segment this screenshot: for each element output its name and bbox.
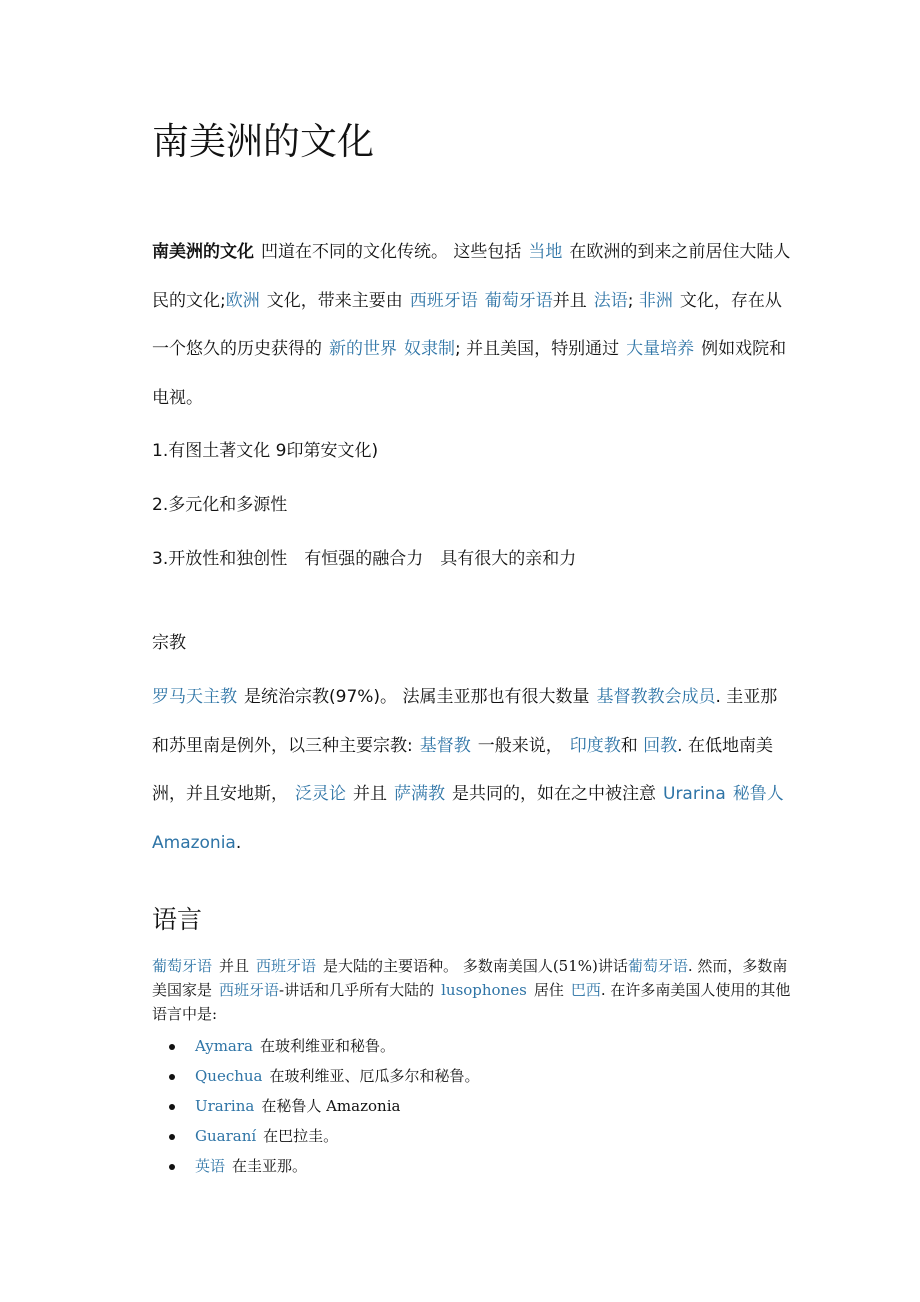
link-urarina[interactable]: Urarina bbox=[195, 1097, 255, 1115]
bullet-icon bbox=[169, 1134, 175, 1140]
bullet-icon bbox=[169, 1104, 175, 1110]
religion-text: 和 bbox=[620, 735, 638, 756]
intro-text: ; bbox=[627, 290, 634, 311]
list-item bbox=[152, 1152, 480, 1182]
list-item bbox=[152, 1062, 480, 1092]
link-christianity[interactable]: 基督教 bbox=[419, 735, 471, 756]
bullet-icon bbox=[169, 1164, 175, 1170]
link-quechua[interactable]: Quechua bbox=[195, 1067, 263, 1085]
intro-bold-term: 南美洲的文化 bbox=[152, 242, 254, 262]
list-item bbox=[152, 1032, 480, 1062]
language-text: 居住 bbox=[533, 981, 564, 999]
link-catholicism[interactable]: 罗马天主教 bbox=[152, 687, 237, 707]
link-new-world[interactable]: 新的世界 bbox=[329, 339, 397, 359]
link-spanish[interactable]: 西班牙语 bbox=[409, 290, 478, 311]
language-text: . 在许多南美国人使用的其他语言中是: bbox=[152, 981, 791, 1023]
link-christian-church[interactable]: 基督教教会成员 bbox=[596, 687, 716, 707]
intro-text: ; 并且美国，特别通过 bbox=[455, 339, 620, 359]
link-french[interactable]: 法语 bbox=[593, 290, 628, 311]
link-spanish[interactable]: 西班牙语 bbox=[219, 981, 280, 999]
language-list bbox=[152, 1032, 480, 1182]
religion-text: 是统治宗教(97%)。 法属圭亚那也有很大数量 bbox=[244, 687, 590, 707]
language-heading: 语言 bbox=[152, 905, 203, 934]
list-item-desc: 在圭亚那。 bbox=[232, 1157, 308, 1175]
link-animism[interactable]: 泛灵论 bbox=[295, 784, 346, 804]
list-item bbox=[152, 1122, 480, 1152]
language-text: . 然而，多数南美国家是 bbox=[152, 957, 788, 999]
language-text: -讲话和几乎所有大陆的 bbox=[279, 981, 435, 999]
link-aymara[interactable]: Aymara bbox=[195, 1037, 253, 1055]
link-brazil[interactable]: 巴西 bbox=[570, 981, 601, 999]
link-spanish[interactable]: 西班牙语 bbox=[256, 957, 317, 975]
list-item-desc: 在巴拉圭。 bbox=[263, 1127, 339, 1145]
language-text: 并且 bbox=[219, 957, 250, 975]
list-item-desc: 在玻利维亚和秘鲁。 bbox=[259, 1037, 395, 1055]
link-shamanism[interactable]: 萨满教 bbox=[394, 784, 445, 804]
intro-text: 例如戏院和电视。 bbox=[152, 339, 787, 408]
intro-text: 凹道在不同的文化传统。 这些包括 bbox=[261, 242, 522, 262]
list-item: 2.多元化和多源性 bbox=[152, 495, 288, 515]
list-item: 1.有图土著文化 9印第安文化) bbox=[152, 441, 379, 461]
religion-text: . bbox=[235, 832, 242, 853]
religion-text: 是共同的，如在之中被注意 bbox=[452, 784, 656, 804]
religion-text: 一般来说， bbox=[477, 735, 563, 756]
intro-text: 并且 bbox=[552, 290, 587, 311]
religion-paragraph bbox=[152, 673, 792, 867]
bullet-icon bbox=[169, 1044, 175, 1050]
link-portuguese[interactable]: 葡萄牙语 bbox=[152, 957, 213, 975]
language-text: 是大陆的主要语种。 多数南美国人(51%)讲话 bbox=[323, 957, 628, 975]
language-paragraph bbox=[152, 954, 792, 1026]
religion-heading: 宗教 bbox=[152, 633, 186, 653]
religion-text: . 圭亚那和苏里南是例外，以三种主要宗教: bbox=[152, 687, 778, 756]
link-portuguese[interactable]: 葡萄牙语 bbox=[627, 957, 688, 975]
link-islam[interactable]: 回教 bbox=[643, 735, 678, 756]
list-item-desc: 在玻利维亚、厄瓜多尔和秘鲁。 bbox=[269, 1067, 480, 1085]
list-item: 3.开放性和独创性 有恒强的融合力 具有很大的亲和力 bbox=[152, 549, 577, 569]
link-peru-amazonia[interactable]: 秘鲁人 Amazonia bbox=[152, 784, 784, 853]
link-guarani[interactable]: Guaraní bbox=[195, 1127, 257, 1145]
intro-text: 文化，带来主要由 bbox=[266, 290, 403, 311]
religion-text: . 在低地南美洲，并且安地斯， bbox=[152, 735, 773, 804]
link-hinduism[interactable]: 印度教 bbox=[569, 735, 621, 756]
link-lusophones[interactable]: lusophones bbox=[441, 981, 527, 999]
intro-text: 在欧洲的到来之前居住大陆人民的文化; bbox=[152, 242, 791, 311]
list-item-desc: 在秘鲁人 Amazonia bbox=[261, 1097, 401, 1115]
bullet-icon bbox=[169, 1074, 175, 1080]
link-urarina[interactable]: Urarina bbox=[663, 784, 726, 804]
link-europe[interactable]: 欧洲 bbox=[225, 290, 260, 311]
intro-paragraph bbox=[152, 228, 792, 422]
link-english[interactable]: 英语 bbox=[195, 1157, 226, 1175]
link-slavery[interactable]: 奴隶制 bbox=[404, 339, 455, 359]
page-title: 南美洲的文化 bbox=[152, 120, 374, 163]
link-mass-culture[interactable]: 大量培养 bbox=[626, 339, 695, 359]
link-local[interactable]: 当地 bbox=[528, 242, 563, 262]
link-portuguese[interactable]: 葡萄牙语 bbox=[484, 290, 553, 311]
list-item bbox=[152, 1092, 480, 1122]
link-africa[interactable]: 非洲 bbox=[638, 290, 673, 311]
intro-text: 文化，存在从一个悠久的历史获得的 bbox=[152, 290, 782, 359]
religion-text: 并且 bbox=[353, 784, 387, 804]
